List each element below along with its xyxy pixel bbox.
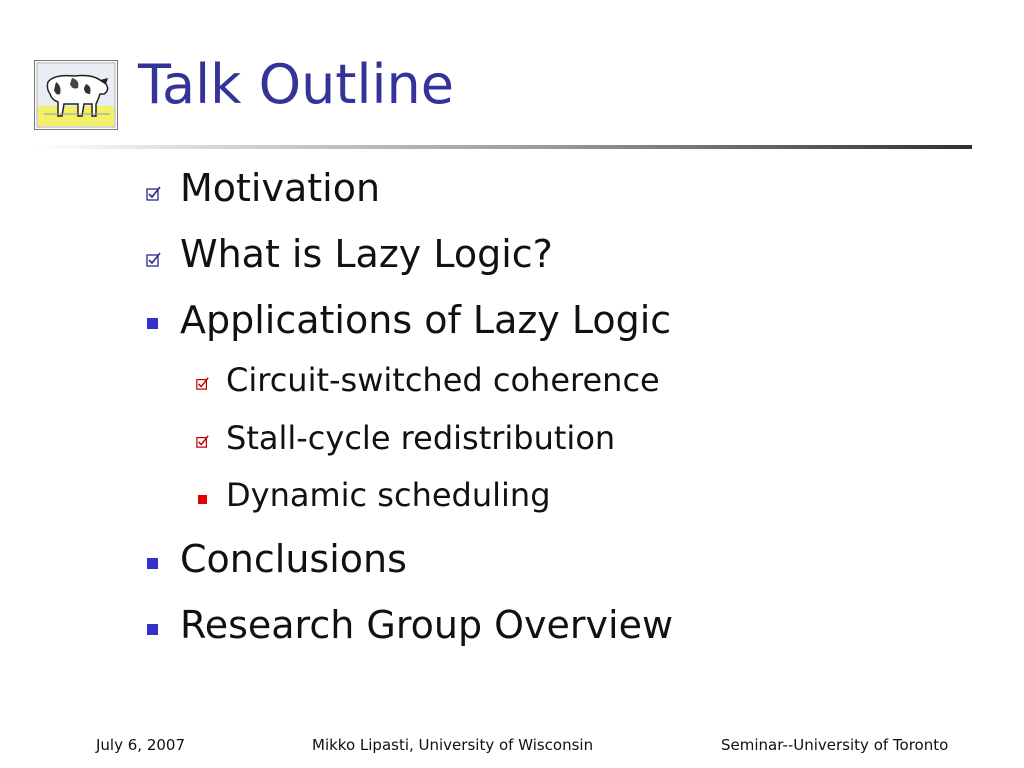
outline-subitem-dynamic-scheduling: Dynamic scheduling (226, 476, 551, 514)
square-bullet (147, 624, 158, 635)
outline-item-conclusions: Conclusions (180, 537, 407, 581)
outline-item-research-group: Research Group Overview (180, 603, 674, 647)
square-bullet (147, 318, 158, 329)
check-icon (146, 252, 161, 267)
outline-item-applications: Applications of Lazy Logic (180, 298, 672, 342)
footer-date: July 6, 2007 (96, 736, 185, 754)
check-icon (196, 377, 209, 390)
outline-subitem-circuit-switched: Circuit-switched coherence (226, 361, 660, 399)
square-bullet (147, 558, 158, 569)
slide-title: Talk Outline (138, 53, 454, 116)
outline-item-motivation: Motivation (180, 166, 381, 210)
outline-item-lazy-logic: What is Lazy Logic? (180, 232, 553, 276)
outline-subitem-stall-cycle: Stall-cycle redistribution (226, 419, 616, 457)
footer-author: Mikko Lipasti, University of Wisconsin (312, 736, 594, 754)
check-icon (146, 186, 161, 201)
check-icon (196, 435, 209, 448)
square-bullet (198, 495, 207, 504)
footer-event: Seminar--University of Toronto (721, 736, 949, 754)
